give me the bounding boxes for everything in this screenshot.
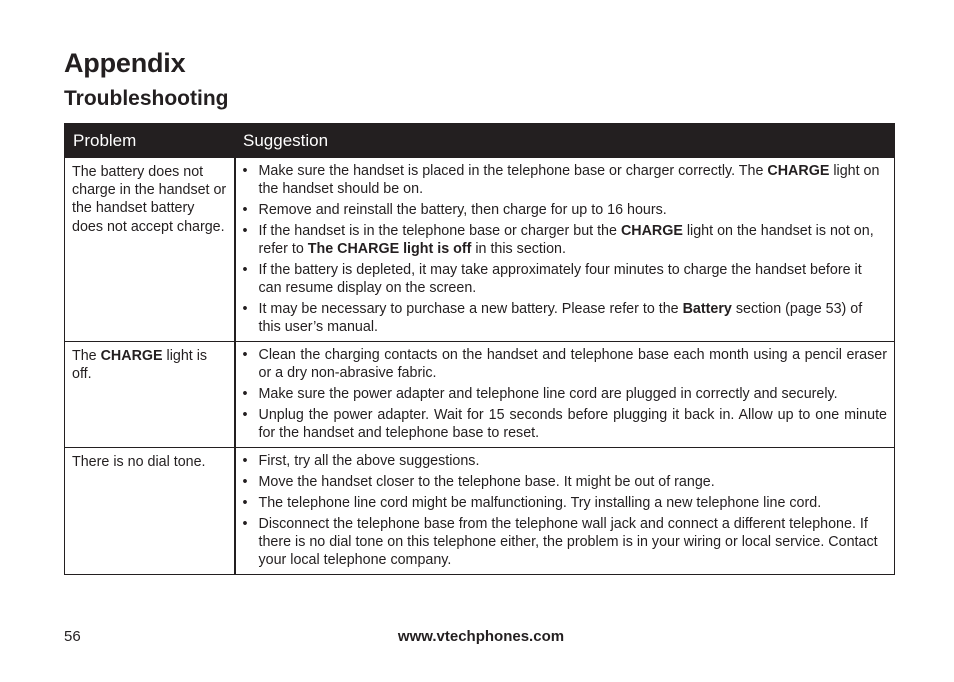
- text-run: light on the handset is not on, refer to: [258, 222, 874, 257]
- suggestion-item: [243, 162, 888, 198]
- text-run: There is no dial tone.: [72, 454, 206, 471]
- section-title: Troubleshooting: [64, 87, 229, 110]
- bullet-icon: •: [242, 407, 248, 423]
- suggestion-item: [243, 201, 888, 219]
- text-run: section (page 53) of this user’s manual.: [258, 300, 863, 335]
- text-run: Move the handset closer to the telephone base. It might be out of range.: [258, 474, 715, 491]
- troubleshooting-table: [64, 123, 895, 575]
- bullet-icon: •: [242, 300, 248, 317]
- header-suggestion: Suggestion: [235, 124, 895, 158]
- bold-text: CHARGE: [620, 222, 683, 239]
- text-run: The: [72, 348, 101, 365]
- table-row: [65, 158, 895, 342]
- page-title: Appendix: [64, 48, 186, 78]
- table-row: [65, 448, 895, 575]
- text-run: First, try all the above suggestions.: [258, 453, 480, 470]
- bold-text: CHARGE: [767, 163, 830, 179]
- suggestion-item: [243, 473, 888, 491]
- suggestion-item: [243, 406, 888, 442]
- text-run: light is off.: [72, 348, 208, 383]
- suggestion-list: [243, 346, 888, 442]
- text-run: in this section.: [471, 241, 566, 257]
- bold-text: The CHARGE light is off: [307, 241, 472, 257]
- bold-text: Battery: [682, 300, 732, 317]
- text-run: If the battery is depleted, it may take approximately four minutes to charge the handset before it can resume display on the screen.: [258, 261, 862, 296]
- website-url: www.vtechphones.com: [397, 628, 565, 645]
- table-body: [65, 158, 895, 575]
- suggestion-list: [243, 162, 888, 336]
- suggestion-list: [243, 452, 888, 569]
- table-row: [65, 342, 895, 448]
- bullet-icon: •: [242, 386, 248, 403]
- bold-text: CHARGE: [100, 348, 163, 365]
- text-run: If the handset is in the telephone base or charger but the: [258, 222, 621, 239]
- suggestion-cell: [235, 448, 895, 575]
- suggestion-item: [243, 300, 888, 336]
- text-run: Make sure the power adapter and telephone line cord are plugged in correctly and securely.: [258, 386, 838, 403]
- suggestion-item: [243, 222, 888, 258]
- bullet-icon: •: [242, 474, 248, 491]
- text-run: The battery does not charge in the handset or the handset battery does not accept charge.: [72, 164, 227, 235]
- text-run: It may be necessary to purchase a new battery. Please refer to the: [258, 300, 683, 317]
- suggestion-item: [243, 515, 888, 570]
- suggestion-cell: [235, 342, 895, 448]
- text-run: Clean the charging contacts on the handset and telephone base each month using a pencil eraser or a dry non-abrasive fabric.: [258, 347, 887, 382]
- suggestion-cell: [235, 158, 895, 342]
- problem-cell: [65, 158, 235, 342]
- bullet-icon: •: [242, 515, 248, 532]
- text-run: Disconnect the telephone base from the telephone wall jack and connect a different telephone. If there is no dial tone on this telephone either, the problem is in your wiring or local service. Contact your local telephone company.: [258, 515, 878, 569]
- text-run: light on the handset should be on.: [258, 163, 880, 198]
- bullet-icon: •: [242, 495, 248, 511]
- header-problem: Problem: [65, 124, 235, 158]
- bullet-icon: •: [242, 163, 248, 179]
- suggestion-item: [243, 261, 888, 297]
- table-header-row: [65, 124, 895, 158]
- bullet-icon: •: [242, 347, 248, 364]
- page-number: 56: [64, 628, 81, 645]
- problem-cell: [65, 448, 235, 575]
- bullet-icon: •: [242, 222, 248, 239]
- suggestion-item: [243, 494, 888, 512]
- problem-cell: [65, 342, 235, 448]
- text-run: Remove and reinstall the battery, then charge for up to 16 hours.: [258, 202, 667, 218]
- bullet-icon: •: [242, 261, 248, 278]
- bullet-icon: •: [242, 202, 248, 218]
- bullet-icon: •: [242, 453, 248, 470]
- text-run: The telephone line cord might be malfunctioning. Try installing a new telephone line cord.: [258, 495, 822, 511]
- text-run: Unplug the power adapter. Wait for 15 seconds before plugging it back in. Allow up to one minute for the handset and telephone base to reset.: [258, 407, 887, 442]
- suggestion-item: [243, 385, 888, 403]
- text-run: Make sure the handset is placed in the telephone base or charger correctly. The: [258, 163, 768, 179]
- suggestion-item: [243, 346, 888, 382]
- suggestion-item: [243, 452, 888, 470]
